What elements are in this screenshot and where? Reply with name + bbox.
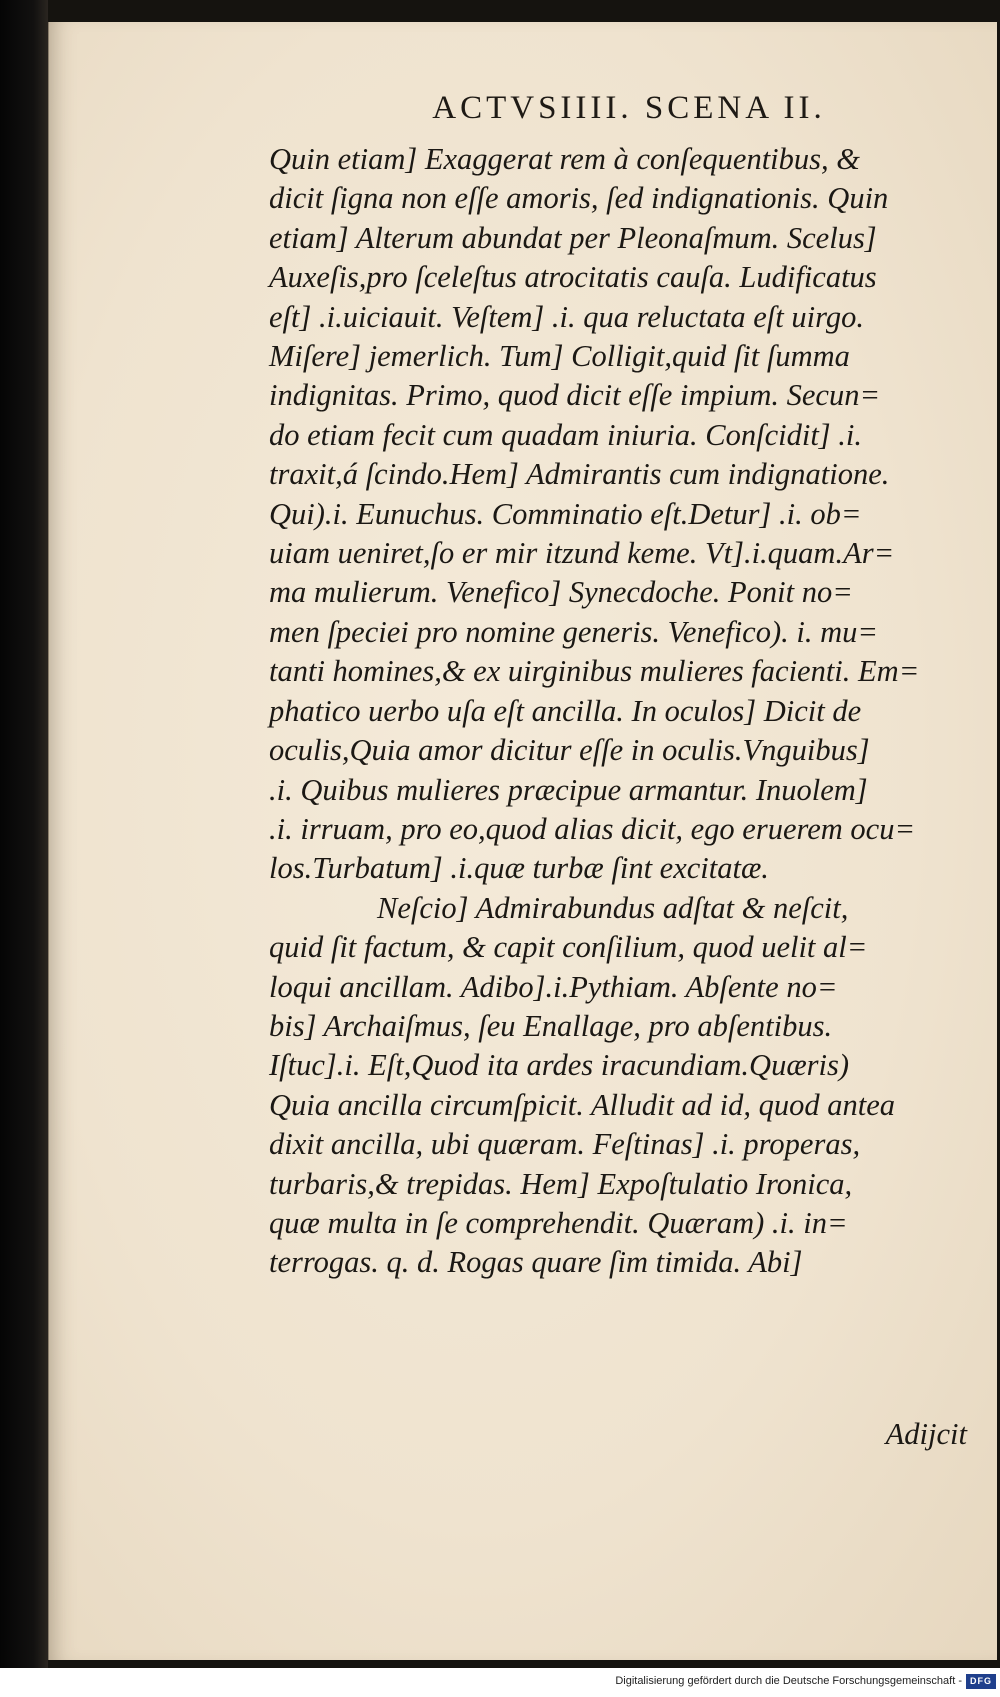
text-line: quid ſit factum, & capit conſilium, quod uelit al= — [269, 930, 868, 965]
text-line: terrogas. q. d. Rogas quare ſim timida. Abi] — [269, 1245, 803, 1280]
text-line: quæ multa in ſe comprehendit. Quæram) .i. in= — [269, 1205, 848, 1240]
text-line: los.Turbatum] .i.quæ turbæ ſint excitatæ. — [269, 851, 769, 886]
text-line: Auxeſis,pro ſceleſtus atrocitatis cauſa. Ludificatus — [269, 260, 877, 295]
text-line: .i. irruam, pro eo,quod alias dicit, ego eruerem ocu= — [269, 811, 916, 846]
text-line: indignitas. Primo, quod dicit eſſe impium. Secun= — [269, 378, 881, 413]
text-line: ma mulierum. Venefico] Synecdoche. Ponit no= — [269, 575, 853, 610]
text-line: turbaris,& trepidas. Hem] Expoſtulatio Ironica, — [269, 1166, 853, 1201]
paragraph-start-line: Neſcio] Admirabundus adſtat & neſcit, — [377, 890, 849, 925]
text-line: Quin etiam] Exaggerat rem à conſequentibus, & — [269, 142, 860, 176]
text-line: do etiam fecit cum quadam iniuria. Conſcidit] .i. — [269, 417, 863, 452]
book-page — [48, 22, 997, 1660]
dfg-logo: DFG — [966, 1674, 996, 1689]
text-line: tanti homines,& ex uirginibus mulieres facienti. Em= — [269, 654, 920, 689]
text-line: bis] Archaiſmus, ſeu Enallage, pro abſentibus. — [269, 1008, 833, 1043]
book-spine-edge — [0, 0, 48, 1668]
text-line: traxit,á ſcindo.Hem] Admirantis cum indignatione. — [269, 457, 890, 492]
text-line: Miſere] jemerlich. Tum] Colligit,quid ſit ſumma — [269, 339, 850, 374]
text-line: .i. Quibus mulieres præcipue armantur. Inuolem] — [269, 772, 868, 807]
text-line: dixit ancilla, ubi quæram. Feſtinas] .i. properas, — [269, 1127, 861, 1162]
text-line: uiam ueniret,ſo er mir itzund keme. Vt].i.quam.Ar= — [269, 536, 895, 571]
text-line: Iſtuc].i. Eſt,Quod ita ardes iracundiam.Quæris) — [269, 1048, 850, 1083]
funding-credit: Digitalisierung gefördert durch die Deutsche Forschungsgemeinschaft - — [615, 1675, 962, 1687]
commentary-text — [269, 140, 959, 1283]
text-line: loqui ancillam. Adibo].i.Pythiam. Abſente no= — [269, 969, 838, 1004]
text-line: Quia ancilla circumſpicit. Alludit ad id, quod antea — [269, 1087, 896, 1122]
text-line: dicit ſigna non eſſe amoris, ſed indignationis. Quin — [269, 181, 889, 216]
digitization-footer — [0, 1668, 1000, 1697]
catchword: Adijcit — [885, 1417, 967, 1451]
text-line: oculis,Quia amor dicitur eſſe in oculis.Vnguibus] — [269, 733, 870, 768]
text-line: men ſpeciei pro nomine generis. Venefico). i. mu= — [269, 614, 878, 649]
text-line: eſt] .i.uiciauit. Veſtem] .i. qua reluctata eſt uirgo. — [269, 299, 864, 334]
text-line: Qui).i. Eunuchus. Comminatio eſt.Detur] .i. ob= — [269, 496, 862, 531]
text-line: etiam] Alterum abundat per Pleonaſmum. Scelus] — [269, 220, 877, 255]
text-line: phatico uerbo uſa eſt ancilla. In oculos] Dicit de — [269, 693, 862, 728]
running-head: ACTVSIIII. SCENA II. — [432, 90, 826, 126]
